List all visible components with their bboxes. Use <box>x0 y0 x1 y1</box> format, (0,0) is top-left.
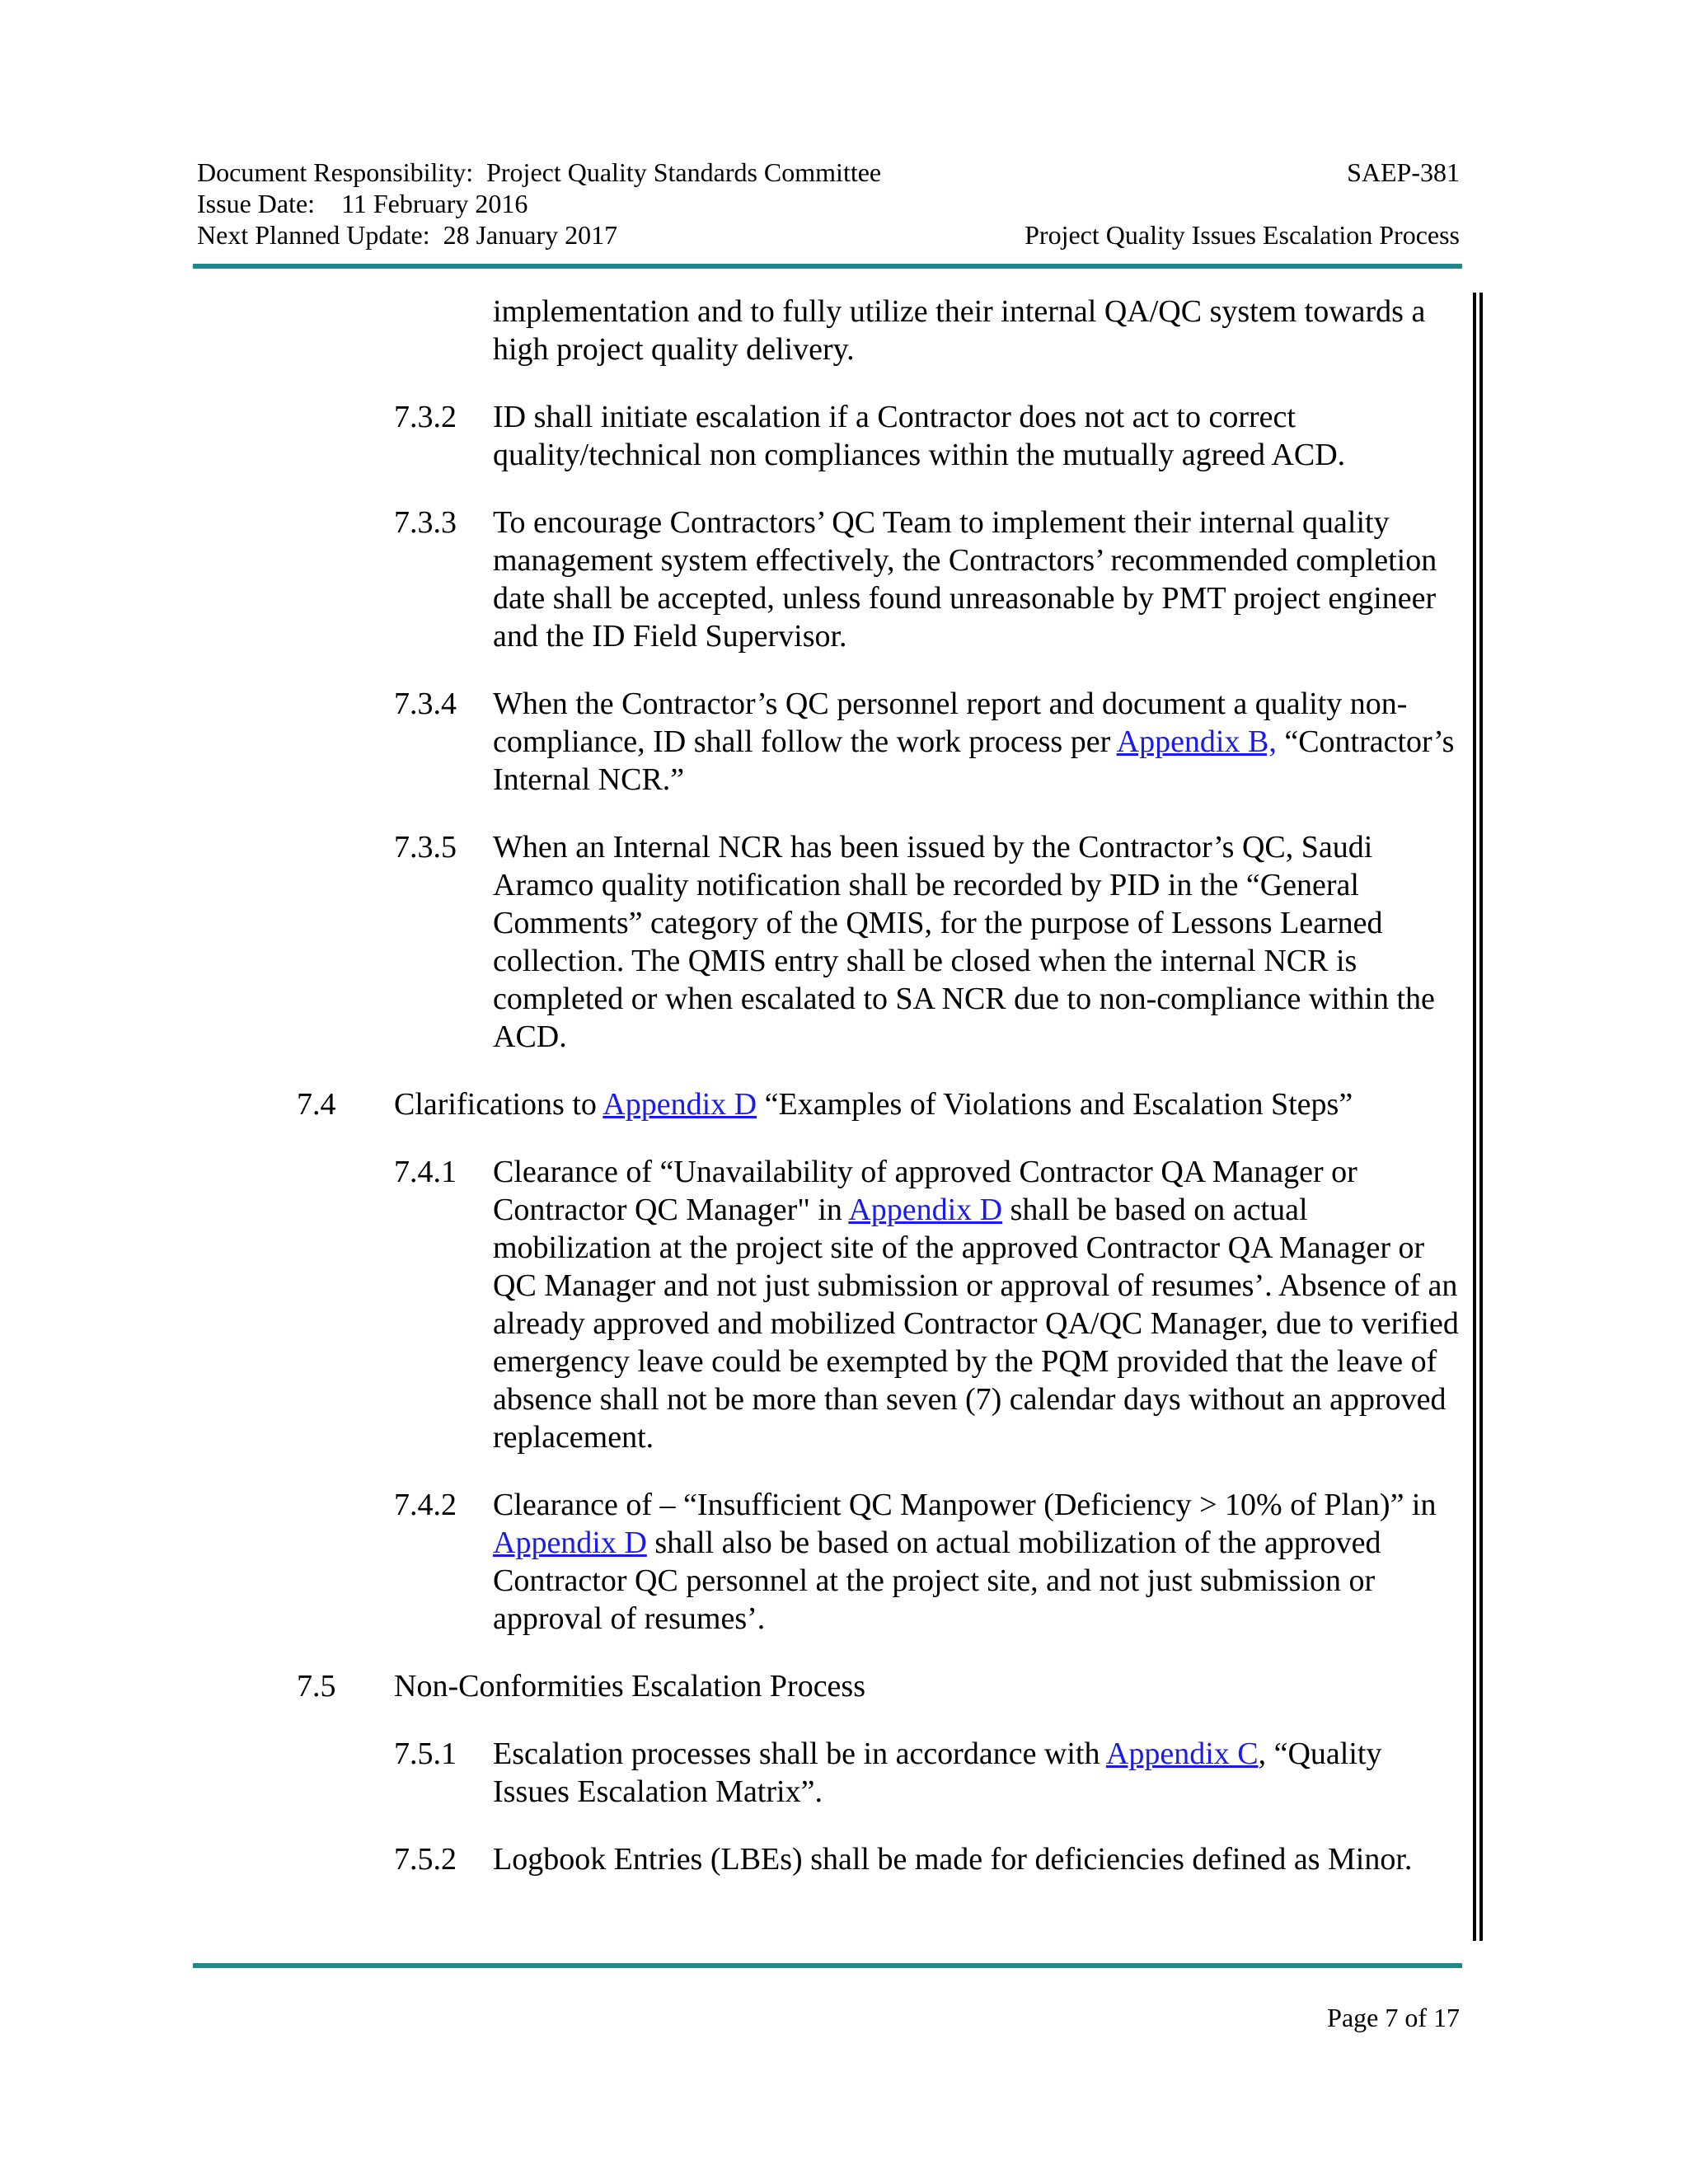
text-run: , “Quality Issues Escalation Matrix”. <box>493 1736 1382 1809</box>
text-run: Escalation processes shall be in accordance with <box>493 1736 1106 1771</box>
text-run: When the Contractor’s QC personnel report and document a quality non-compliance, ID shall follow the work process per <box>493 687 1408 759</box>
page-header <box>197 157 1460 251</box>
paragraph-text: implementation and to fully utilize their internal QA/QC system towards a high project quality delivery. <box>493 294 1426 367</box>
section-text: To encourage Contractors’ QC Team to implement their internal quality management system effectively, the Contractors’ recommended completion date shall be accepted, unless found unreasonable by PMT project engineer and the ID Field Supervisor. <box>493 505 1437 654</box>
header-rule <box>193 264 1462 269</box>
section-7-4 <box>0 1085 1688 1123</box>
document-title: Project Quality Issues Escalation Process <box>1025 220 1460 250</box>
section-number: 7.4 <box>297 1087 336 1122</box>
text-run: shall be based on actual mobilization at the project site of the approved Contractor QA Manager or QC Manager and not just submission or approval of resumes’. Absence of an already approved and mobilized Contractor QA/QC Manager, due to verified emergency leave could be exempted by the PQM provided that the leave of absence shall not be more than seven (7) calendar days without an approved replacement. <box>493 1193 1459 1455</box>
section-heading: Non-Conformities Escalation Process <box>394 1669 866 1704</box>
section-number: 7.3.3 <box>394 505 457 540</box>
section-7-5 <box>0 1667 1688 1705</box>
text-run: shall also be based on actual mobilization of the approved Contractor QC personnel at the project site, and not just submission or approval of resumes’. <box>493 1526 1381 1636</box>
document-responsibility: Document Responsibility: Project Quality Standards Committee <box>197 157 882 187</box>
document-number: SAEP-381 <box>1347 157 1460 187</box>
appendix-d-link[interactable]: Appendix D <box>603 1087 757 1122</box>
issue-date: Issue Date: 11 February 2016 <box>197 189 528 218</box>
section-number: 7.3.5 <box>394 830 457 865</box>
section-7-4-1 <box>0 1153 1688 1456</box>
text-run: Clearance of “Unavailability of approved Contractor QA Manager or Contractor QC Manager" in <box>493 1155 1357 1227</box>
section-number: 7.5 <box>297 1669 336 1704</box>
text-run: Clearance of – “Insufficient QC Manpower (Deficiency > 10% of Plan)” in <box>493 1488 1437 1522</box>
section-text <box>493 685 1465 799</box>
appendix-d-link[interactable]: Appendix D <box>848 1193 1003 1227</box>
section-7-3-4 <box>0 685 1688 799</box>
section-7-3-5 <box>0 828 1688 1056</box>
section-heading <box>394 1085 1465 1123</box>
section-text <box>493 1735 1465 1811</box>
section-text <box>493 1486 1465 1638</box>
section-7-4-2 <box>0 1486 1688 1638</box>
continued-paragraph <box>0 293 1688 368</box>
section-text: When an Internal NCR has been issued by the Contractor’s QC, Saudi Aramco quality notification shall be recorded by PID in the “General Comments” category of the QMIS, for the purpose of Lessons Learned collection. The QMIS entry shall be closed when the internal NCR is completed or when escalated to SA NCR due to non-compliance within the ACD. <box>493 830 1435 1054</box>
section-number: 7.3.2 <box>394 400 457 434</box>
section-7-3-3 <box>0 504 1688 655</box>
section-number: 7.5.1 <box>394 1736 457 1771</box>
section-7-5-1 <box>0 1735 1688 1811</box>
section-text: Logbook Entries (LBEs) shall be made for deficiencies defined as Minor. <box>493 1842 1413 1877</box>
document-body <box>0 293 1688 1878</box>
appendix-d-link[interactable]: Appendix D <box>493 1526 647 1560</box>
section-number: 7.5.2 <box>394 1842 457 1877</box>
appendix-c-link[interactable]: Appendix C <box>1105 1736 1259 1771</box>
section-number: 7.4.1 <box>394 1155 457 1189</box>
footer-rule <box>193 1963 1462 1968</box>
next-planned-update: Next Planned Update: 28 January 2017 <box>197 220 618 250</box>
section-7-5-2 <box>0 1840 1688 1878</box>
section-number: 7.3.4 <box>394 687 457 721</box>
section-7-3-2 <box>0 398 1688 474</box>
text-run: “Contractor’s Internal NCR.” <box>493 724 1455 797</box>
section-text: ID shall initiate escalation if a Contractor does not act to correct quality/technical non compliances within the mutually agreed ACD. <box>493 400 1346 472</box>
section-text <box>493 1153 1465 1456</box>
text-run: Clarifications to <box>394 1087 603 1122</box>
appendix-b-link[interactable]: Appendix B, <box>1116 724 1277 759</box>
section-number: 7.4.2 <box>394 1488 457 1522</box>
text-run: “Examples of Violations and Escalation Steps” <box>757 1087 1353 1122</box>
page-number: Page 7 of 17 <box>1327 2003 1460 2032</box>
